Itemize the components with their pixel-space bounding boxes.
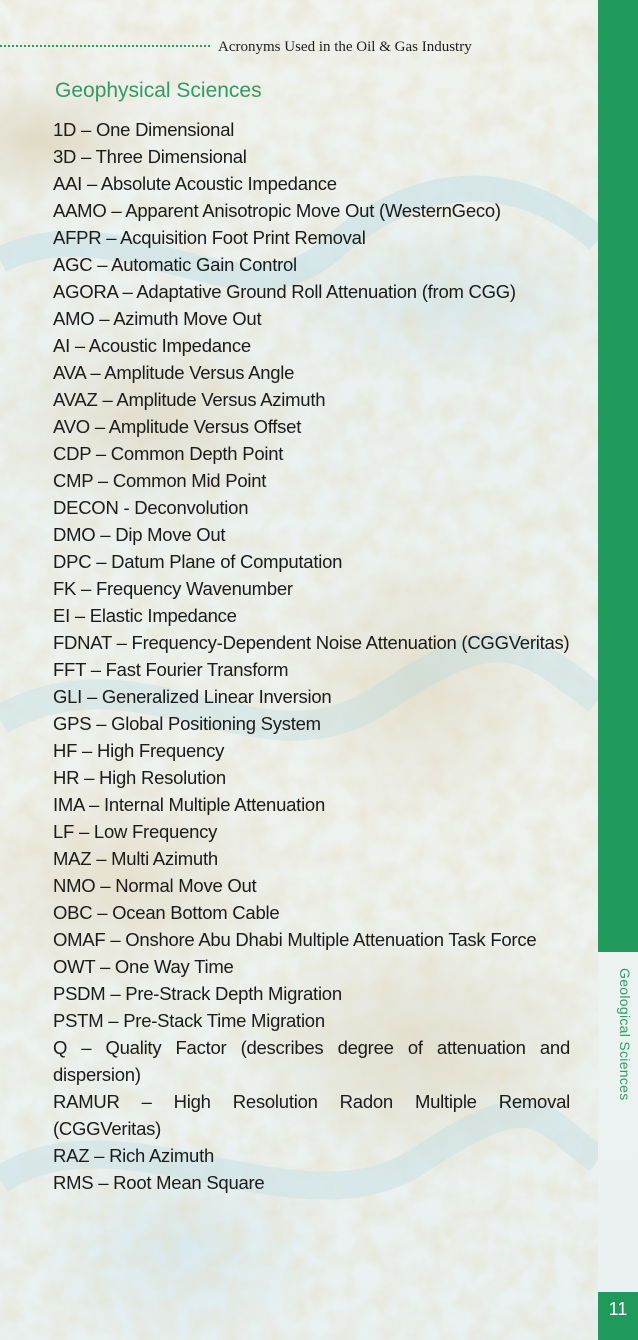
acronym-entry: HR – High Resolution [53, 767, 226, 788]
acronym-entry: 1D – One Dimensional [53, 119, 235, 140]
acronym-entry: FK – Frequency Wavenumber [53, 578, 293, 599]
acronym-entry: AFPR – Acquisition Foot Print Removal [53, 227, 366, 248]
acronym-entry: FFT – Fast Fourier Transform [53, 659, 289, 680]
side-tab-label: Geological Sciences [617, 968, 633, 1101]
acronym-entry: GLI – Generalized Linear Inversion [53, 686, 332, 707]
acronym-entry: AAI – Absolute Acoustic Impedance [53, 173, 337, 194]
acronym-entry: CMP – Common Mid Point [53, 470, 267, 491]
acronym-entry: DECON - Deconvolution [53, 497, 249, 518]
acronym-entry: RMS – Root Mean Square [53, 1172, 265, 1193]
acronym-entry: AVAZ – Amplitude Versus Azimuth [53, 389, 326, 410]
acronym-entry: AMO – Azimuth Move Out [53, 308, 262, 329]
acronym-entry: OWT – One Way Time [53, 956, 234, 977]
acronym-entry: Q – Quality Factor (describes degree of attenuation and dispersion) [53, 1037, 570, 1085]
running-header-title: Acronyms Used in the Oil & Gas Industry [218, 39, 472, 55]
acronym-entry: RAMUR – High Resolution Radon Multiple Removal (CGGVeritas) [53, 1091, 570, 1139]
section-title: Geophysical Sciences [55, 79, 262, 102]
acronym-entry: DPC – Datum Plane of Computation [53, 551, 343, 572]
acronym-entry: AAMO – Apparent Anisotropic Move Out (WesternGeco) [53, 200, 501, 221]
acronym-entry: RAZ – Rich Azimuth [53, 1145, 215, 1166]
acronym-entry: OMAF – Onshore Abu Dhabi Multiple Attenuation Task Force [53, 929, 537, 950]
side-tab-band [598, 0, 638, 952]
acronym-entry: AVO – Amplitude Versus Offset [53, 416, 302, 437]
acronym-entry: NMO – Normal Move Out [53, 875, 257, 896]
acronym-entry: AGC – Automatic Gain Control [53, 254, 297, 275]
acronym-entry: GPS – Global Positioning System [53, 713, 321, 734]
acronym-entry: MAZ – Multi Azimuth [53, 848, 218, 869]
acronym-entry: FDNAT – Frequency-Dependent Noise Attenuation (CGGVeritas) [53, 632, 570, 653]
acronym-list [53, 116, 570, 1196]
page-number: 11 [598, 1292, 638, 1340]
acronym-entry: 3D – Three Dimensional [53, 146, 247, 167]
acronym-entry: LF – Low Frequency [53, 821, 218, 842]
acronym-entry: HF – High Frequency [53, 740, 225, 761]
acronym-entry: IMA – Internal Multiple Attenuation [53, 794, 326, 815]
header-dotted-rule [0, 45, 210, 47]
acronym-entry: PSDM – Pre-Strack Depth Migration [53, 983, 342, 1004]
acronym-entry: PSTM – Pre-Stack Time Migration [53, 1010, 325, 1031]
acronym-entry: OBC – Ocean Bottom Cable [53, 902, 280, 923]
acronym-entry: AGORA – Adaptative Ground Roll Attenuation (from CGG) [53, 281, 516, 302]
acronym-entry: CDP – Common Depth Point [53, 443, 284, 464]
acronym-entry: DMO – Dip Move Out [53, 524, 226, 545]
acronym-entry: AVA – Amplitude Versus Angle [53, 362, 295, 383]
acronym-entry: AI – Acoustic Impedance [53, 335, 251, 356]
acronym-entry: EI – Elastic Impedance [53, 605, 237, 626]
